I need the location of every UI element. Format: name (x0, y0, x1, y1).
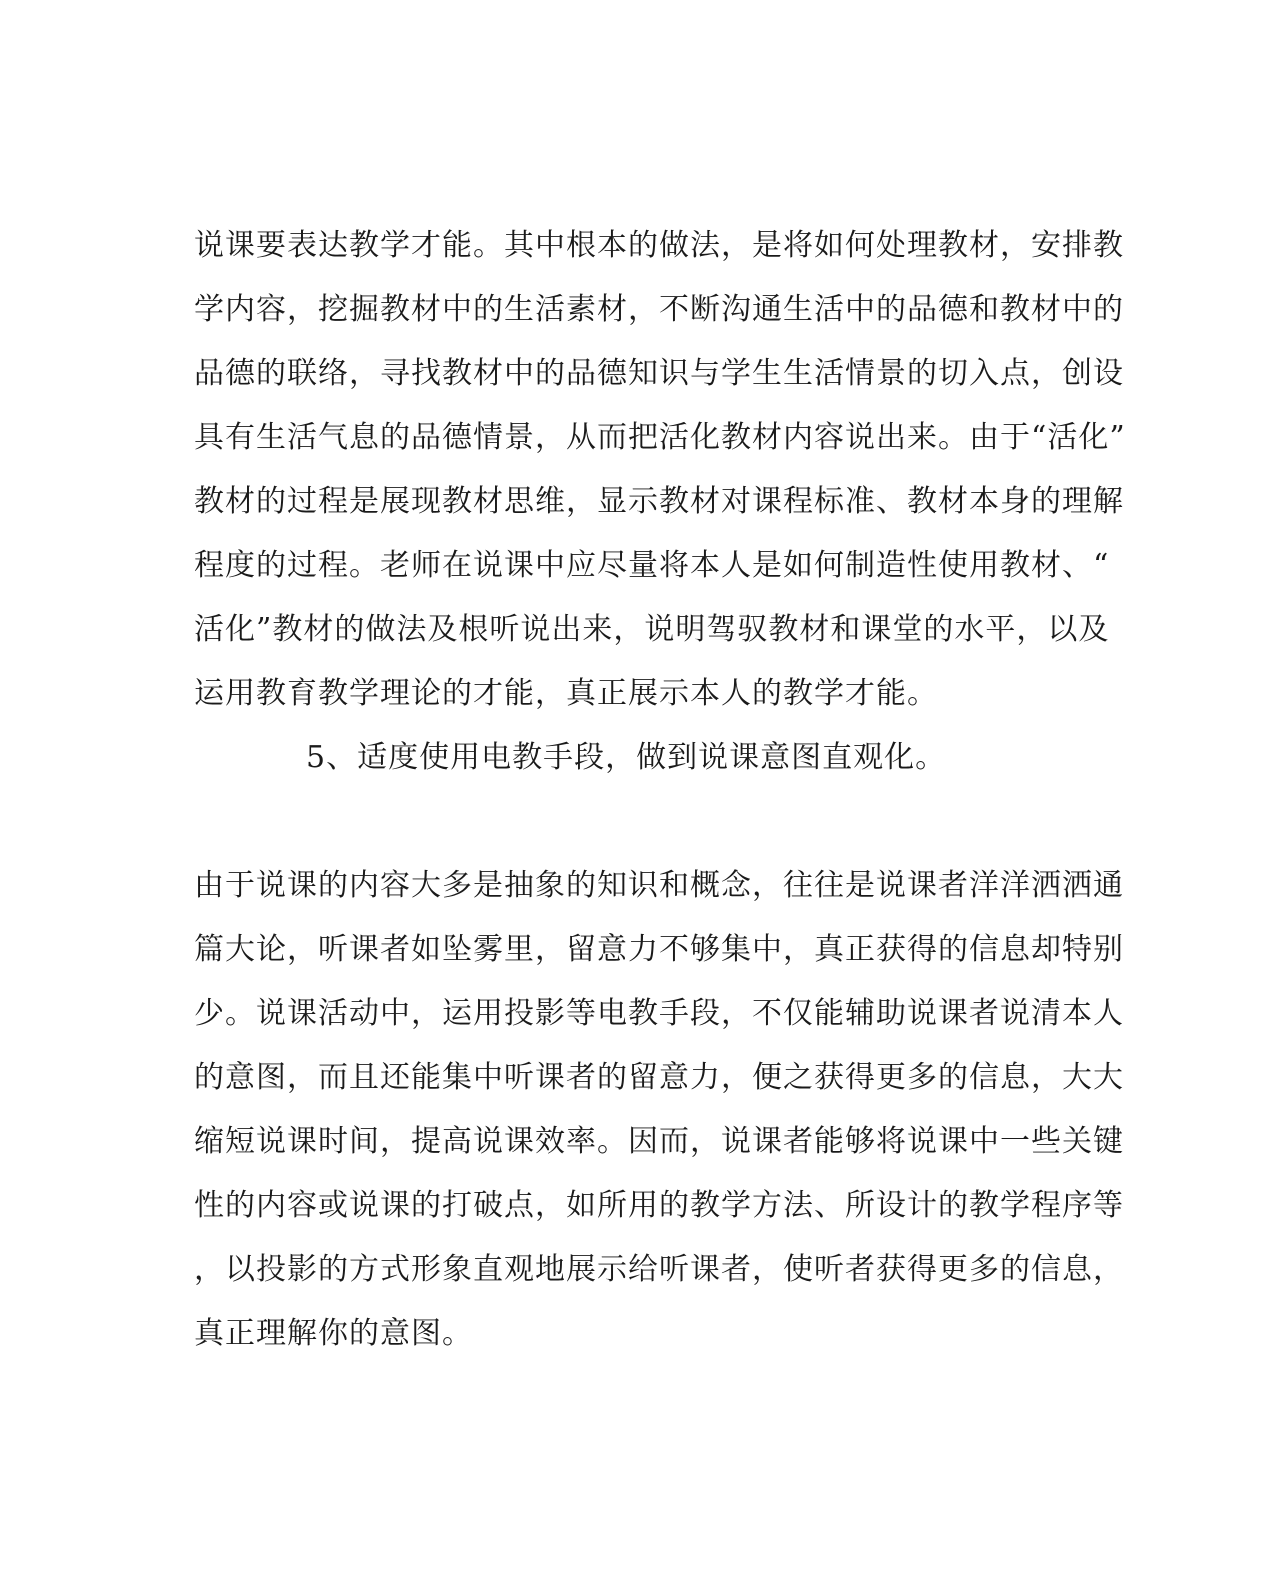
paragraph-1-line-3: 品德的联络，寻找教材中的品德知识与学生生活情景的切入点，创设 (194, 356, 1124, 391)
paragraph-1-line-4: 具有生活气息的品德情景，从而把活化教材内容说出来。由于“活化” (194, 420, 1126, 455)
paragraph-2-line-8: 真正理解你的意图。 (194, 1316, 473, 1351)
paragraph-2-line-6: 性的内容或说课的打破点，如所用的教学方法、所设计的教学程序等 (194, 1188, 1124, 1223)
paragraph-1-line-8: 运用教育教学理论的才能，真正展示本人的教学才能。 (194, 676, 938, 711)
paragraph-2-line-5: 缩短说课时间，提高说课效率。因而，说课者能够将说课中一些关键 (194, 1124, 1124, 1159)
paragraph-2-line-4: 的意图，而且还能集中听课者的留意力，便之获得更多的信息，大大 (194, 1060, 1124, 1095)
paragraph-2-line-1: 由于说课的内容大多是抽象的知识和概念，往往是说课者洋洋洒洒通 (194, 868, 1124, 903)
paragraph-1-line-5: 教材的过程是展现教材思维，显示教材对课程标准、教材本身的理解 (194, 484, 1124, 519)
paragraph-1-line-1: 说课要表达教学才能。其中根本的做法，是将如何处理教材，安排教 (194, 228, 1124, 263)
paragraph-1-line-6: 程度的过程。老师在说课中应尽量将本人是如何制造性使用教材、“ (194, 548, 1110, 583)
paragraph-2-line-3: 少。说课活动中，运用投影等电教手段，不仅能辅助说课者说清本人 (194, 996, 1124, 1031)
paragraph-2-line-2: 篇大论，听课者如坠雾里，留意力不够集中，真正获得的信息却特别 (194, 932, 1124, 967)
paragraph-1-line-2: 学内容，挖掘教材中的生活素材，不断沟通生活中的品德和教材中的 (194, 292, 1124, 327)
paragraph-2-line-7: ，以投影的方式形象直观地展示给听课者，使听者获得更多的信息， (194, 1252, 1124, 1287)
paragraph-1-line-7: 活化”教材的做法及根听说出来，说明驾驭教材和课堂的水平，以及 (194, 612, 1110, 647)
section-heading: 5、适度使用电教手段，做到说课意图直观化。 (306, 740, 947, 775)
